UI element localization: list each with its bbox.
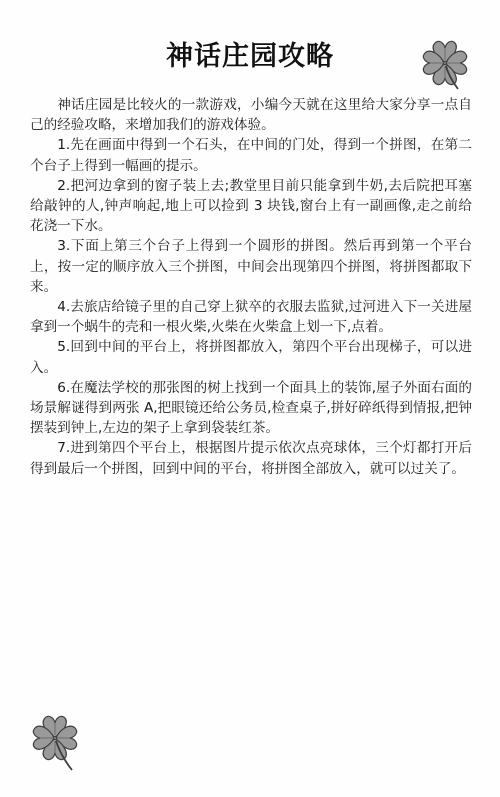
paragraph-step-7: 7.进到第四个平台上，根据图片提示依次点亮球体，三个灯都打开后得到最后一个拼图，回到中间的平台，将拼图全部放入，就可以过关了。 <box>30 440 472 477</box>
four-leaf-clover-icon <box>26 710 84 772</box>
four-leaf-clover-icon <box>418 36 474 92</box>
page-title: 神话庄园攻略 <box>166 41 334 72</box>
paragraph-step-6: 6.在魔法学校的那张图的树上找到一个面具上的装饰,屋子外面右面的场景解谜得到两张 A,把眼镜还给公务员,检查桌子,拼好碎纸得到情报,把钟摆装到钟上,左边的架子上拿到袋装红茶。 <box>30 379 472 437</box>
paragraph-step-2: 2.把河边拿到的窗子装上去;教堂里目前只能拿到牛奶,去后院把耳塞给敲钟的人,钟声响起,地上可以捡到 3 块钱,窗台上有一副画像,走之前给花浇一下水。 <box>30 177 472 235</box>
paragraph-step-1: 1.先在画面中得到一个石头，在中间的门处，得到一个拼图，在第二个台子上得到一幅画的提示。 <box>30 137 472 174</box>
paragraph-step-3: 3.下面上第三个台子上得到一个圆形的拼图。然后再到第一个平台上，按一定的顺序放入三个拼图，中间会出现第四个拼图，将拼图都取下来。 <box>30 238 472 295</box>
article-body <box>30 95 472 479</box>
paragraph-intro: 神话庄园是比较火的一款游戏，小编今天就在这里给大家分享一点自己的经验攻略，来增加我们的游戏体验。 <box>30 97 472 134</box>
paragraph-step-4: 4.去旅店给镜子里的自己穿上狱卒的衣服去监狱,过河进入下一关进屋拿到一个蜗牛的壳和一根火柴,火柴在火柴盒上划一下,点着。 <box>30 299 472 336</box>
paragraph-step-5: 5.回到中间的平台上，将拼图都放入，第四个平台出现梯子，可以进入。 <box>30 339 472 376</box>
